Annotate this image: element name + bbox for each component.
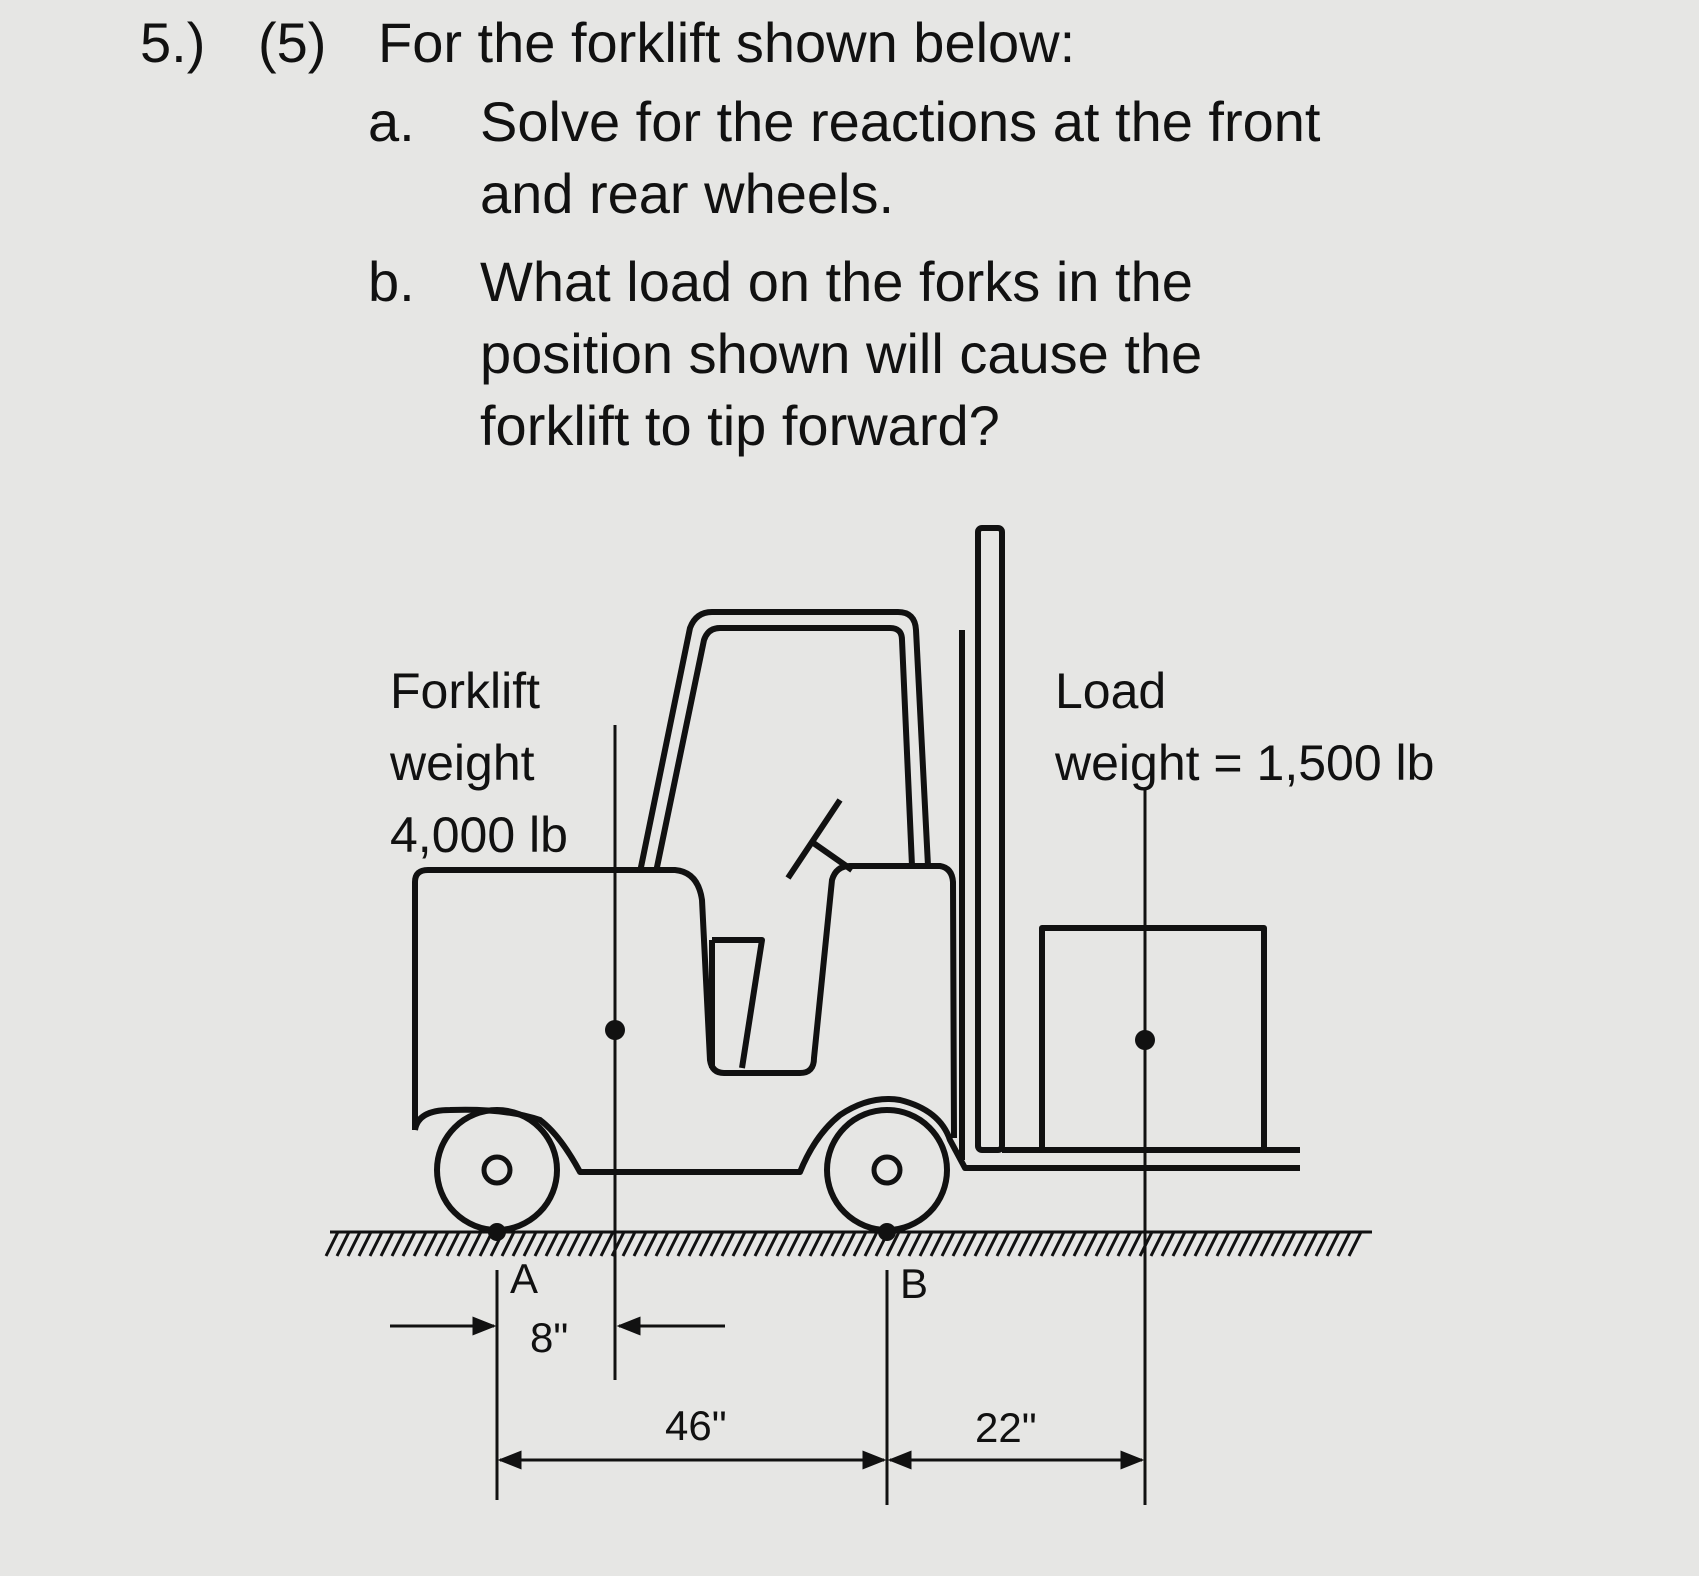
ground-hatch-mark xyxy=(1338,1232,1350,1256)
ground-hatch-mark xyxy=(513,1232,525,1256)
load-label-line-2: weight = 1,500 lb xyxy=(1055,735,1435,791)
ground-hatch-mark xyxy=(381,1232,393,1256)
part-b-line-1: What load on the forks in the xyxy=(480,250,1193,313)
ground-hatch-mark xyxy=(1305,1232,1317,1256)
ground-hatch-mark xyxy=(920,1232,932,1256)
ground-hatch-mark xyxy=(997,1232,1009,1256)
ground-hatch-mark xyxy=(645,1232,657,1256)
ground-hatch-mark xyxy=(700,1232,712,1256)
question-number: 5.) xyxy=(140,11,206,74)
ground-hatch-mark xyxy=(1228,1232,1240,1256)
support-point-b xyxy=(878,1223,896,1241)
ground-hatch-mark xyxy=(744,1232,756,1256)
dimension-lines xyxy=(390,1270,1142,1505)
ground-hatch-mark xyxy=(535,1232,547,1256)
ground-hatch-mark xyxy=(1162,1232,1174,1256)
ground-hatch-mark xyxy=(821,1232,833,1256)
ground-hatch-mark xyxy=(1151,1232,1163,1256)
ground-hatch-mark xyxy=(832,1232,844,1256)
dim-a-to-cg: 8" xyxy=(530,1314,569,1361)
part-a-line-2: and rear wheels. xyxy=(480,162,895,225)
forklift-label-line-1: Forklift xyxy=(390,663,540,719)
ground-hatch-mark xyxy=(799,1232,811,1256)
ground-hatch-mark xyxy=(1085,1232,1097,1256)
front-wheel xyxy=(827,1110,947,1230)
ground-hatch-mark xyxy=(1316,1232,1328,1256)
ground-hatch-mark xyxy=(359,1232,371,1256)
dim-a-to-b: 46" xyxy=(665,1402,727,1449)
ground-hatch-mark xyxy=(447,1232,459,1256)
ground-hatch-mark xyxy=(1096,1232,1108,1256)
ground-hatch-mark xyxy=(524,1232,536,1256)
ground-hatch-mark xyxy=(975,1232,987,1256)
ground-hatch-mark xyxy=(810,1232,822,1256)
ground-hatch-mark xyxy=(667,1232,679,1256)
ground-hatch-mark xyxy=(1217,1232,1229,1256)
ground-hatch-mark xyxy=(1173,1232,1185,1256)
ground-hatch-mark xyxy=(733,1232,745,1256)
ground-hatch-mark xyxy=(711,1232,723,1256)
ground-hatch-mark xyxy=(1250,1232,1262,1256)
ground-hatch-mark xyxy=(568,1232,580,1256)
ground-hatch-mark xyxy=(1041,1232,1053,1256)
ground-hatch-mark xyxy=(414,1232,426,1256)
forklift-cg-line xyxy=(605,725,625,1380)
forklift-label-line-3: 4,000 lb xyxy=(390,807,568,863)
ground-hatch-mark xyxy=(557,1232,569,1256)
rear-wheel xyxy=(437,1110,557,1230)
forklift-label-line-2: weight xyxy=(390,735,535,791)
ground-hatch-mark xyxy=(370,1232,382,1256)
ground-hatch-mark xyxy=(788,1232,800,1256)
ground-hatch-mark xyxy=(1349,1232,1361,1256)
ground-hatch-mark xyxy=(689,1232,701,1256)
ground-hatch-mark xyxy=(469,1232,481,1256)
ground-hatch-mark xyxy=(942,1232,954,1256)
ground-hatch-mark xyxy=(1239,1232,1251,1256)
part-b-line-3: forklift to tip forward? xyxy=(480,394,1000,457)
ground-hatch-mark xyxy=(1030,1232,1042,1256)
ground-hatch-mark xyxy=(348,1232,360,1256)
ground-hatch-mark xyxy=(1118,1232,1130,1256)
part-a-line-1: Solve for the reactions at the front xyxy=(480,90,1321,153)
ground-hatch-mark xyxy=(1195,1232,1207,1256)
ground-hatch-mark xyxy=(865,1232,877,1256)
ground-hatch-mark xyxy=(1052,1232,1064,1256)
part-b-letter: b. xyxy=(368,250,415,313)
ground-hatch-mark xyxy=(854,1232,866,1256)
ground-hatch-mark xyxy=(1206,1232,1218,1256)
ground-hatch-mark xyxy=(1107,1232,1119,1256)
ground-hatch-mark xyxy=(964,1232,976,1256)
question-prompt: For the forklift shown below: xyxy=(378,11,1076,74)
ground-hatch-mark xyxy=(931,1232,943,1256)
ground-hatch-mark xyxy=(590,1232,602,1256)
part-b-line-2: position shown will cause the xyxy=(480,322,1203,385)
ground-hatch-mark xyxy=(1129,1232,1141,1256)
ground-hatch-mark xyxy=(755,1232,767,1256)
ground-hatch-mark xyxy=(1272,1232,1284,1256)
ground-hatch-mark xyxy=(766,1232,778,1256)
ground-hatch-mark xyxy=(425,1232,437,1256)
ground-hatch-mark xyxy=(623,1232,635,1256)
ground xyxy=(326,1232,1372,1256)
ground-hatch-mark xyxy=(601,1232,613,1256)
ground-hatch-mark xyxy=(1327,1232,1339,1256)
ground-hatch-mark xyxy=(678,1232,690,1256)
ground-hatch-mark xyxy=(1019,1232,1031,1256)
ground-hatch-mark xyxy=(953,1232,965,1256)
ground-hatch-mark xyxy=(1261,1232,1273,1256)
ground-hatch-mark xyxy=(458,1232,470,1256)
question-points: (5) xyxy=(258,11,327,74)
ground-hatch-mark xyxy=(634,1232,646,1256)
ground-hatch-mark xyxy=(656,1232,668,1256)
ground-hatch-mark xyxy=(898,1232,910,1256)
ground-hatch-mark xyxy=(326,1232,338,1256)
ground-hatch-mark xyxy=(1283,1232,1295,1256)
ground-hatch-mark xyxy=(843,1232,855,1256)
ground-hatch-mark xyxy=(1008,1232,1020,1256)
ground-hatch-mark xyxy=(546,1232,558,1256)
ground-hatch-mark xyxy=(722,1232,734,1256)
ground-hatch-mark xyxy=(436,1232,448,1256)
part-a-letter: a. xyxy=(368,90,415,153)
support-point-a xyxy=(488,1223,506,1241)
dim-b-to-load: 22" xyxy=(975,1404,1037,1451)
point-a-label: A xyxy=(510,1255,539,1302)
ground-hatch-mark xyxy=(1074,1232,1086,1256)
point-b-label: B xyxy=(900,1260,929,1307)
ground-hatch-mark xyxy=(777,1232,789,1256)
ground-hatch-mark xyxy=(986,1232,998,1256)
load-label-line-1: Load xyxy=(1055,663,1167,719)
ground-hatch-mark xyxy=(337,1232,349,1256)
ground-hatch-mark xyxy=(1294,1232,1306,1256)
ground-hatch-mark xyxy=(909,1232,921,1256)
ground-hatch-mark xyxy=(392,1232,404,1256)
ground-hatch-mark xyxy=(1184,1232,1196,1256)
ground-hatch-mark xyxy=(1063,1232,1075,1256)
ground-hatch-mark xyxy=(403,1232,415,1256)
ground-hatch-mark xyxy=(579,1232,591,1256)
